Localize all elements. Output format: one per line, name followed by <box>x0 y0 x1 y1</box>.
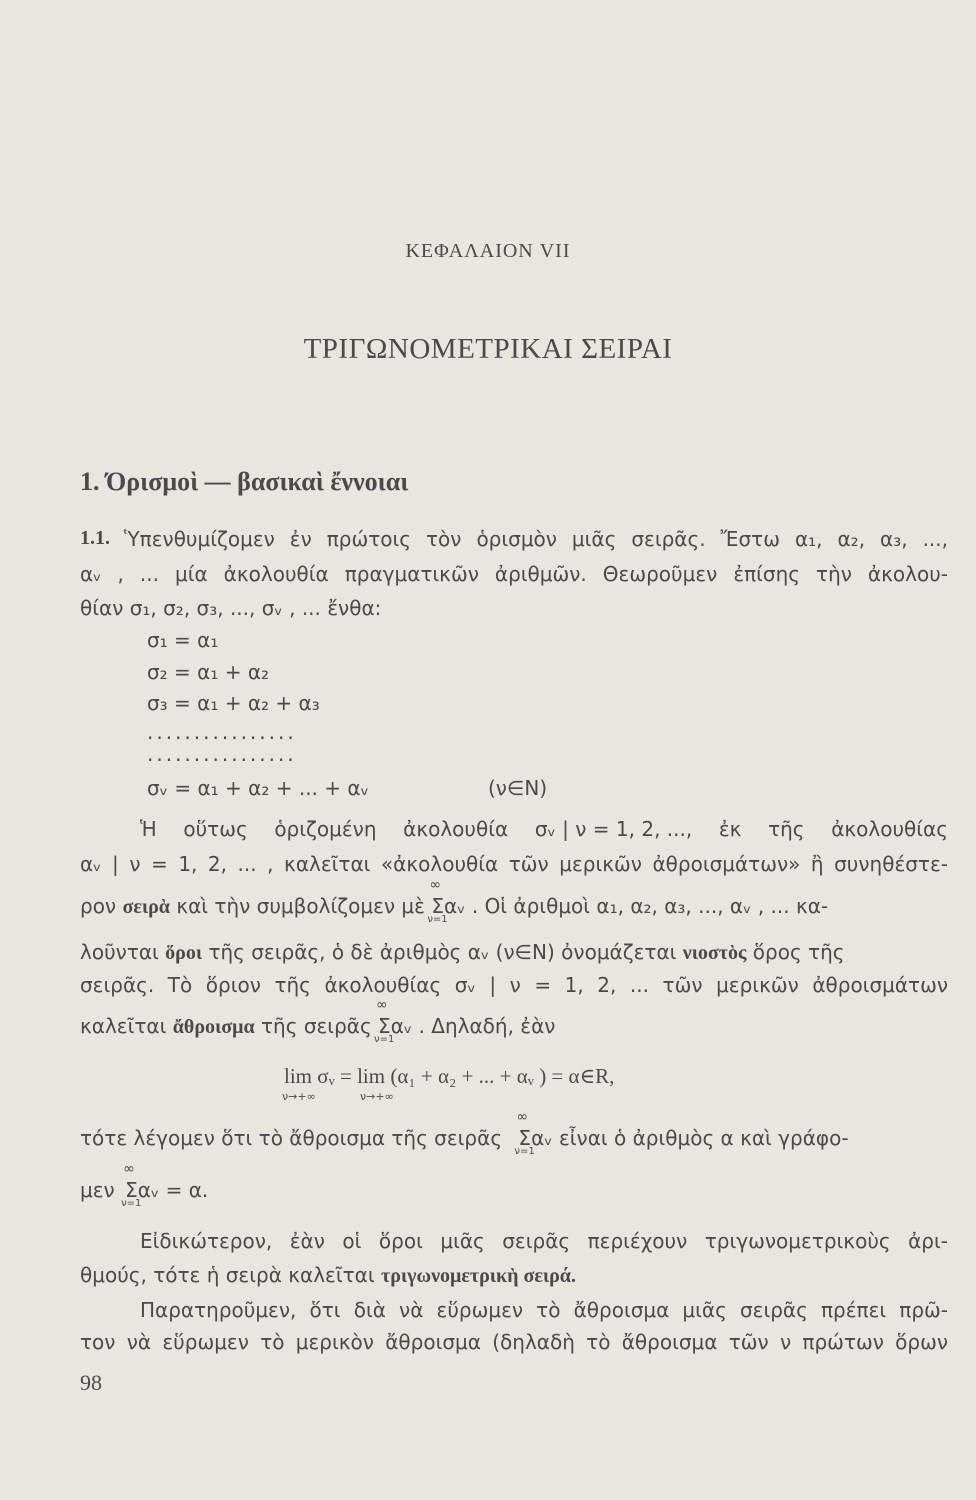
chapter-heading: ΚΕΦΑΛΑΙΟΝ VII <box>405 240 571 262</box>
word: σᵥ | ν = 1, 2, ..., <box>534 817 693 841</box>
equation-sigma-3: σ₃ = α₁ + α₂ + α₃ <box>147 691 320 715</box>
limit-subscript-2: ν→+∞ <box>360 1090 394 1103</box>
paragraph-4-line-2 <box>80 1263 576 1288</box>
word: Ἡ <box>140 817 157 841</box>
equation-sigma-2: σ₂ = α₁ + α₂ <box>147 660 270 684</box>
text: Ὑπενθυμίζομεν ἐν πρώτοις τὸν ὁρισμὸν μιᾶς σειρᾶς. Ἔστω α₁, α₂, α₃, ..., <box>124 527 948 551</box>
ellipsis-row-2: ................ <box>147 742 297 766</box>
text: καλεῖται <box>80 1014 167 1038</box>
paragraph-5-line-1: Παρατηροῦμεν, ὅτι διὰ νὰ εὕρωμεν τὸ ἄθροισμα μιᾶς σειρᾶς πρέπει πρῶ- <box>140 1298 948 1322</box>
word: ἀκολουθία <box>403 817 509 841</box>
term-terms: ὅροι <box>165 942 203 964</box>
text: τῆς σειρᾶς <box>261 1014 372 1038</box>
text: λοῦνται <box>80 940 159 964</box>
text: αᵥ . Οἱ ἀριθμοὶ α₁, α₂, α₃, ..., αᵥ , ... κα- <box>443 894 829 918</box>
equation-sigma-nu: σᵥ = α₁ + α₂ + ... + αᵥ <box>147 776 369 800</box>
paragraph-2-line-6 <box>80 997 556 1045</box>
paragraph-2-line-3 <box>80 877 829 925</box>
text: μεν <box>80 1178 115 1202</box>
subsection-number: 1.1. <box>80 527 110 549</box>
paragraph-3-line-2 <box>80 1161 209 1209</box>
sum-sigma: Σ <box>518 1126 532 1150</box>
chapter-title: ΤΡΙΓΩΝΟΜΕΤΡΙΚΑΙ ΣΕΙΡΑΙ <box>303 333 673 365</box>
term-trigonometric-series: τριγωνομετρικὴ σειρά. <box>380 1265 576 1287</box>
text: αᵥ εἶναι ὁ ἀριθμὸς α καὶ γράφο- <box>531 1126 849 1150</box>
summation-symbol <box>427 877 448 925</box>
text: ρον <box>80 894 117 918</box>
limit-subscript-1: ν→+∞ <box>282 1090 316 1103</box>
word: τῆς <box>768 817 805 841</box>
sum-lower-limit: ν=1 <box>121 1198 142 1209</box>
text: αᵥ . Δηλαδή, ἐὰν <box>390 1014 556 1038</box>
ellipsis-row-1: ................ <box>147 720 297 744</box>
term-series: σειρὰ <box>122 896 170 918</box>
text: τότε λέγομεν ὅτι τὸ ἄθροισμα τῆς σειρᾶς <box>80 1126 503 1150</box>
text: αᵥ = α. <box>137 1178 209 1202</box>
paragraph-1-line-3: θίαν σ₁, σ₂, σ₃, ..., σᵥ , ... ἔνθα: <box>80 596 382 620</box>
paragraph-2-line-1 <box>140 817 948 841</box>
term-nth: νιοστὸς <box>682 942 747 964</box>
paragraph-5-line-2: τον νὰ εὕρωμεν τὸ μερικὸν ἄθροισμα (δηλαδὴ τὸ ἄθροισμα τῶν ν πρώτων ὅρων <box>80 1330 948 1354</box>
paragraph-2-line-2: αᵥ | ν = 1, 2, ... , καλεῖται «ἀκολουθία τῶν μερικῶν ἀθροισμάτων» ἢ συνηθέστε- <box>80 852 948 876</box>
paragraph-2-line-5: σειρᾶς. Τὸ ὅριον τῆς ἀκολουθίας σᵥ | ν = 1, 2, ... τῶν μερικῶν ἀθροισμάτων <box>80 973 948 997</box>
equation-condition: (ν∈N) <box>488 776 548 800</box>
sum-lower-limit: ν=1 <box>427 914 448 925</box>
sum-upper-limit: ∞ <box>376 997 388 1013</box>
paragraph-4-line-1: Εἰδικώτερον, ἐὰν οἱ ὅροι μιᾶς σειρᾶς περιέχουν τριγωνομετρικοὺς ἀρι- <box>140 1229 948 1253</box>
word: οὕτως <box>183 817 248 841</box>
summation-symbol <box>121 1161 142 1209</box>
text: τῆς σειρᾶς, ὁ δὲ ἀριθμὸς αᵥ (ν∈N) ὀνομάζεται <box>208 940 677 964</box>
text: καὶ τὴν συμβολίζομεν μὲ <box>176 894 425 918</box>
limit-equation: lim σᵥ = lim (α₁ + α₂ + ... + αᵥ ) = α∈R, <box>284 1064 615 1088</box>
sum-upper-limit: ∞ <box>429 877 441 893</box>
equation-sigma-1: σ₁ = α₁ <box>147 628 219 652</box>
paragraph-3-line-1 <box>80 1109 849 1157</box>
sum-lower-limit: ν=1 <box>514 1146 535 1157</box>
text: ὅρος τῆς <box>752 940 845 964</box>
sum-upper-limit: ∞ <box>123 1161 135 1177</box>
paragraph-2-line-4 <box>80 940 845 965</box>
sum-sigma: Σ <box>378 1014 391 1038</box>
sum-sigma: Σ <box>431 894 444 918</box>
section-heading: 1. Όρισμοὶ — βασικαὶ ἔννοιαι <box>80 467 409 496</box>
sum-upper-limit: ∞ <box>516 1109 529 1125</box>
summation-symbol <box>374 997 395 1045</box>
word: ἀκολουθίας <box>831 817 948 841</box>
summation-symbol <box>514 1109 535 1157</box>
term-sum: ἄθροισμα <box>172 1016 255 1038</box>
word: ἐκ <box>718 817 742 841</box>
paragraph-1-line-1 <box>80 527 948 551</box>
page-number: 98 <box>80 1370 102 1395</box>
text: θμούς, τότε ἡ σειρὰ καλεῖται <box>80 1263 375 1287</box>
word: ὁριζομένη <box>274 817 377 841</box>
paragraph-1-line-2: αᵥ , ... μία ἀκολουθία πραγματικῶν ἀριθμῶν. Θεωροῦμεν ἐπίσης τὴν ἀκολου- <box>80 562 948 586</box>
sum-lower-limit: ν=1 <box>374 1034 395 1045</box>
sum-sigma: Σ <box>125 1178 138 1202</box>
